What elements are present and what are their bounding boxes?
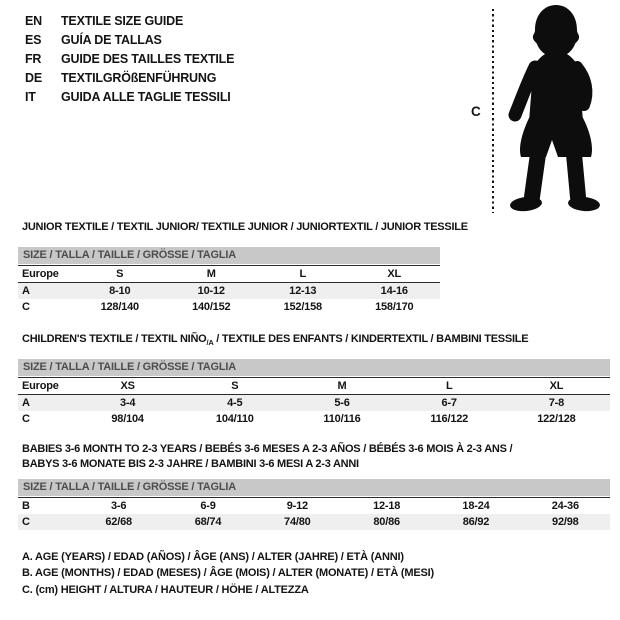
- height-measure-label: C: [471, 104, 481, 119]
- row-label: B: [22, 500, 30, 512]
- row-label: Europe: [22, 268, 59, 280]
- cell-value: M: [206, 268, 216, 280]
- table-row: [18, 283, 440, 299]
- footnote-a: A. AGE (YEARS) / EDAD (AÑOS) / ÂGE (ANS) / ALTER (JAHRE) / ETÀ (ANNI): [22, 551, 404, 563]
- guide-title: GUÍA DE TALLAS: [61, 33, 162, 47]
- row-label: C: [22, 413, 30, 425]
- cell-value: M: [337, 380, 347, 392]
- language-row: [25, 88, 234, 107]
- toddler-silhouette-icon: [499, 4, 613, 215]
- language-code: IT: [25, 90, 36, 104]
- cell-value: 104/110: [215, 413, 254, 425]
- footnote-legend: [22, 549, 434, 598]
- row-label: C: [22, 516, 30, 528]
- cell-value: 5-6: [334, 397, 350, 409]
- cell-value: 68/74: [194, 516, 222, 528]
- language-row: [25, 50, 234, 69]
- cell-value: XL: [549, 380, 564, 392]
- size-header-bar: SIZE / TALLA / TAILLE / GRÖSSE / TAGLIA: [18, 359, 610, 376]
- row-label: Europe: [22, 380, 59, 392]
- cell-value: 128/140: [100, 301, 139, 313]
- cell-value: 62/68: [105, 516, 132, 528]
- junior-size-table: [18, 247, 440, 315]
- cell-value: 8-10: [109, 285, 131, 297]
- footnote-b: B. AGE (MONTHS) / EDAD (MESES) / ÂGE (MOIS) / ALTER (MONATE) / ETÀ (MESI): [22, 567, 434, 580]
- guide-title: GUIDA ALLE TAGLIE TESSILI: [61, 90, 231, 104]
- cell-value: S: [116, 268, 124, 280]
- cell-value: 6-7: [441, 397, 457, 409]
- cell-value: 14-16: [380, 285, 408, 297]
- section-title-line: BABIES 3-6 MONTH TO 2-3 YEARS / BEBÉS 3-6 MESES A 2-3 AÑOS / BÉBÉS 3-6 MOIS À 2-3 ANS /: [22, 443, 513, 455]
- cell-value: 12-18: [373, 500, 401, 512]
- cell-value: 110/116: [323, 413, 361, 425]
- size-header-bar: SIZE / TALLA / TAILLE / GRÖSSE / TAGLIA: [18, 479, 610, 496]
- height-measure-dotted-line: [492, 9, 494, 213]
- table-row: [18, 299, 440, 315]
- size-header-bar: SIZE / TALLA / TAILLE / GRÖSSE / TAGLIA: [18, 247, 440, 264]
- cell-value: 10-12: [197, 285, 225, 297]
- cell-value: 3-6: [111, 500, 127, 512]
- cell-value: 24-36: [551, 500, 579, 512]
- cell-value: 6-9: [200, 500, 216, 512]
- language-code: ES: [25, 33, 42, 47]
- cell-value: XL: [387, 268, 402, 280]
- language-row: [25, 69, 234, 88]
- cell-value: 18-24: [462, 500, 490, 512]
- cell-value: L: [445, 380, 453, 392]
- cell-value: 116/122: [430, 413, 469, 425]
- babies-size-table: [18, 479, 610, 530]
- language-code: FR: [25, 52, 42, 66]
- row-label: A: [22, 285, 30, 297]
- cell-value: 92/98: [552, 516, 579, 528]
- cell-value: 12-13: [289, 285, 317, 297]
- table-row: [18, 411, 610, 427]
- section-title-babies: [22, 442, 602, 471]
- language-title-list: [25, 12, 234, 107]
- section-title-line: BABYS 3-6 MONATE BIS 2-3 JAHRE / BAMBINI 3-6 MESI A 2-3 ANNI: [22, 457, 359, 470]
- cell-value: S: [231, 380, 239, 392]
- language-row: [25, 12, 234, 31]
- language-code: EN: [25, 14, 42, 28]
- guide-title: GUIDE DES TAILLES TEXTILE: [61, 52, 235, 66]
- section-title-part: / TEXTILE DES ENFANTS / KINDERTEXTIL / BAMBINI TESSILE: [213, 333, 529, 345]
- table-row: [18, 377, 610, 395]
- section-title-children: [22, 333, 528, 345]
- table-row: [18, 265, 440, 283]
- cell-value: 86/92: [462, 516, 490, 528]
- cell-value: 74/80: [284, 516, 311, 528]
- row-label: A: [22, 397, 30, 409]
- section-title-subscript: /A: [206, 337, 214, 347]
- cell-value: 4-5: [227, 397, 243, 409]
- cell-value: 3-4: [119, 397, 136, 409]
- cell-value: 7-8: [548, 397, 565, 409]
- section-title-part: CHILDREN'S TEXTILE / TEXTIL NIÑO: [22, 333, 207, 345]
- children-size-table: [18, 359, 610, 427]
- guide-title: TEXTILE SIZE GUIDE: [61, 14, 184, 28]
- cell-value: 152/158: [283, 301, 322, 313]
- table-row: [18, 395, 610, 411]
- cell-value: 140/152: [192, 301, 231, 313]
- cell-value: XS: [120, 380, 135, 392]
- language-code: DE: [25, 71, 42, 85]
- cell-value: L: [299, 268, 307, 280]
- cell-value: 158/170: [375, 301, 414, 313]
- cell-value: 9-12: [286, 500, 308, 512]
- row-label: C: [22, 301, 30, 313]
- cell-value: 122/128: [537, 413, 576, 425]
- language-row: [25, 31, 234, 50]
- footnote-c: C. (cm) HEIGHT / ALTURA / HAUTEUR / HÖHE / ALTEZZA: [22, 583, 309, 596]
- cell-value: 80/86: [373, 516, 400, 528]
- guide-title: TEXTILGRÖßENFÜHRUNG: [61, 71, 217, 85]
- table-row: [18, 497, 610, 514]
- section-title-junior: JUNIOR TEXTILE / TEXTIL JUNIOR/ TEXTILE JUNIOR / JUNIORTEXTIL / JUNIOR TESSILE: [22, 221, 468, 233]
- table-row: [18, 514, 610, 530]
- cell-value: 98/104: [111, 413, 144, 425]
